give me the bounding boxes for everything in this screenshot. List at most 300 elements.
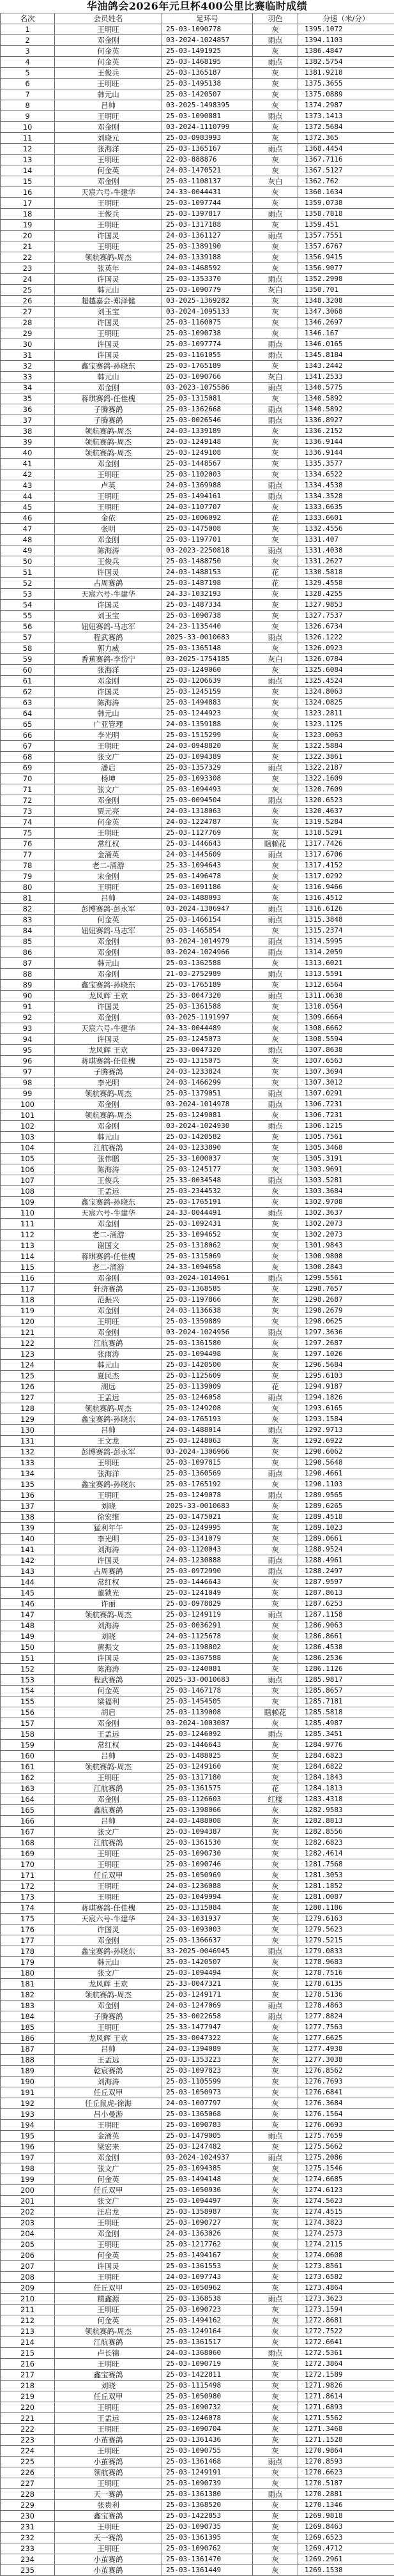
color-cell: 雨点 bbox=[253, 144, 298, 155]
member-cell: 王明旺 bbox=[55, 198, 162, 209]
table-row bbox=[1, 774, 394, 784]
speed-cell: 1282.6823 bbox=[298, 1838, 394, 1848]
speed-cell: 1322.1609 bbox=[298, 774, 394, 784]
rank-cell: 216 bbox=[1, 2359, 55, 2370]
rank-cell: 217 bbox=[1, 2370, 55, 2381]
member-cell: 邓金刚 bbox=[55, 383, 162, 393]
ring-cell: 25-03-1765191 bbox=[162, 1197, 253, 1208]
rank-cell: 197 bbox=[1, 2153, 55, 2163]
ring-cell: 25-03-1491925 bbox=[162, 46, 253, 57]
member-cell: 鑫航赛鸽 bbox=[55, 1805, 162, 1816]
rank-cell: 64 bbox=[1, 708, 55, 719]
table-row bbox=[1, 176, 394, 187]
rank-cell: 95 bbox=[1, 1045, 55, 1056]
color-cell: 灰 bbox=[253, 2522, 298, 2533]
member-cell: 王明旺 bbox=[55, 2305, 162, 2315]
speed-cell: 1374.2987 bbox=[298, 100, 394, 111]
color-cell: 雨点 bbox=[253, 2011, 298, 2022]
member-cell: 许国灵 bbox=[55, 274, 162, 285]
color-cell: 雨点 bbox=[253, 111, 298, 122]
color-cell: 雨点 bbox=[253, 1610, 298, 1620]
rank-cell: 183 bbox=[1, 2001, 55, 2011]
rank-cell: 63 bbox=[1, 697, 55, 708]
ring-cell: 03-2025-1369282 bbox=[162, 296, 253, 307]
color-cell: 灰 bbox=[253, 2370, 298, 2381]
speed-cell: 1367.5127 bbox=[298, 165, 394, 176]
color-cell: 灰 bbox=[253, 1262, 298, 1273]
table-row bbox=[1, 437, 394, 448]
member-cell: 许国灵 bbox=[55, 317, 162, 328]
color-cell: 灰 bbox=[253, 2283, 298, 2294]
ring-cell: 25-03-1496478 bbox=[162, 871, 253, 882]
rank-cell: 88 bbox=[1, 969, 55, 980]
rank-cell: 212 bbox=[1, 2315, 55, 2326]
member-cell: 王明旺 bbox=[55, 2218, 162, 2229]
table-row bbox=[1, 2326, 394, 2337]
color-cell: 灰 bbox=[253, 535, 298, 545]
color-cell: 灰 bbox=[253, 198, 298, 209]
member-cell: 吕帅 bbox=[55, 2044, 162, 2055]
rank-cell: 144 bbox=[1, 1577, 55, 1588]
speed-cell: 1302.3637 bbox=[298, 1208, 394, 1219]
ring-cell: 25-33-1477947 bbox=[162, 2022, 253, 2033]
table-row bbox=[1, 1783, 394, 1794]
ring-cell: 2025-33-0010683 bbox=[162, 1675, 253, 1686]
speed-cell: 1323.0063 bbox=[298, 730, 394, 741]
speed-cell: 1335.3577 bbox=[298, 459, 394, 469]
speed-cell: 1311.0638 bbox=[298, 991, 394, 1002]
rank-cell: 104 bbox=[1, 1143, 55, 1154]
ring-cell: 25-03-1094498 bbox=[162, 1349, 253, 1360]
ring-cell: 25-03-0983993 bbox=[162, 133, 253, 144]
member-cell: 吕小曼游 bbox=[55, 2109, 162, 2120]
table-row bbox=[1, 2554, 394, 2565]
color-cell: 灰 bbox=[253, 1295, 298, 1306]
table-row bbox=[1, 806, 394, 817]
color-cell: 灰 bbox=[253, 1143, 298, 1154]
color-cell: 灰白 bbox=[253, 285, 298, 296]
color-cell: 灰 bbox=[253, 1631, 298, 1642]
member-cell: 精鑫源 bbox=[55, 2294, 162, 2305]
ring-cell: 25-03-1315084 bbox=[162, 1903, 253, 1914]
rank-cell: 61 bbox=[1, 676, 55, 687]
speed-cell: 1285.8657 bbox=[298, 1686, 394, 1696]
color-cell: 雨点 bbox=[253, 947, 298, 958]
speed-cell: 1315.3848 bbox=[298, 915, 394, 926]
rank-cell: 101 bbox=[1, 1110, 55, 1121]
rank-cell: 19 bbox=[1, 220, 55, 231]
ring-cell: 03-2024-1014979 bbox=[162, 936, 253, 947]
speed-cell: 1274.0608 bbox=[298, 2250, 394, 2261]
speed-cell: 1382.5754 bbox=[298, 57, 394, 68]
color-cell: 灰 bbox=[253, 2435, 298, 2446]
ring-cell: 25-03-1361470 bbox=[162, 2554, 253, 2565]
rank-cell: 72 bbox=[1, 795, 55, 806]
member-cell: 领航赛鸽-周杰 bbox=[55, 426, 162, 437]
speed-cell: 1323.1125 bbox=[298, 719, 394, 730]
results-body bbox=[1, 24, 394, 2576]
member-cell: 许国灵 bbox=[55, 2261, 162, 2272]
ring-cell: 25-03-1249078 bbox=[162, 1490, 253, 1501]
ring-cell: 25-03-1466154 bbox=[162, 915, 253, 926]
member-cell: 韩元山 bbox=[55, 372, 162, 383]
ring-cell: 25-03-1366637 bbox=[162, 1935, 253, 1946]
color-cell: 灰 bbox=[253, 1447, 298, 1458]
ring-cell: 25-03-1090735 bbox=[162, 2522, 253, 2533]
rank-cell: 121 bbox=[1, 1327, 55, 1338]
color-cell: 灰 bbox=[253, 828, 298, 839]
rank-cell: 43 bbox=[1, 480, 55, 491]
speed-cell: 1278.4863 bbox=[298, 2001, 394, 2011]
member-cell: 张贵利 bbox=[55, 2500, 162, 2511]
table-row bbox=[1, 1306, 394, 1316]
color-cell: 雨点 bbox=[253, 35, 298, 46]
table-row bbox=[1, 1208, 394, 1219]
member-cell: 许国灵 bbox=[55, 1002, 162, 1012]
ring-cell: 03-2024-1024937 bbox=[162, 2153, 253, 2163]
rank-cell: 41 bbox=[1, 459, 55, 469]
rank-cell: 50 bbox=[1, 556, 55, 567]
color-cell: 灰 bbox=[253, 1306, 298, 1316]
rank-cell: 218 bbox=[1, 2381, 55, 2391]
speed-cell: 1330.5818 bbox=[298, 567, 394, 578]
ring-cell: 25-03-1361436 bbox=[162, 2435, 253, 2446]
rank-cell: 105 bbox=[1, 1154, 55, 1164]
ring-cell: 25-03-1361580 bbox=[162, 1338, 253, 1349]
table-row bbox=[1, 1838, 394, 1848]
speed-cell: 1320.4637 bbox=[298, 806, 394, 817]
rank-cell: 47 bbox=[1, 524, 55, 535]
color-cell: 灰 bbox=[253, 133, 298, 144]
rank-cell: 219 bbox=[1, 2391, 55, 2402]
speed-cell: 1278.6135 bbox=[298, 1979, 394, 1990]
color-cell: 花 bbox=[253, 567, 298, 578]
member-cell: 张明 bbox=[55, 524, 162, 535]
table-row bbox=[1, 2077, 394, 2087]
rank-cell: 193 bbox=[1, 2109, 55, 2120]
table-row bbox=[1, 1371, 394, 1382]
color-cell: 灰 bbox=[253, 2109, 298, 2120]
rank-cell: 140 bbox=[1, 1534, 55, 1544]
ring-cell: 24-03-1466299 bbox=[162, 1078, 253, 1088]
member-cell: 轩济赛鸽 bbox=[55, 1284, 162, 1295]
table-row bbox=[1, 1056, 394, 1067]
rank-cell: 174 bbox=[1, 1903, 55, 1914]
member-cell: 邓金刚 bbox=[55, 176, 162, 187]
ring-cell: 24-03-1247069 bbox=[162, 2001, 253, 2011]
ring-cell: 25-03-1206639 bbox=[162, 676, 253, 687]
ring-cell: 03-2024-1003087 bbox=[162, 1718, 253, 1729]
rank-cell: 112 bbox=[1, 1230, 55, 1240]
rank-cell: 76 bbox=[1, 839, 55, 850]
rank-cell: 5 bbox=[1, 68, 55, 79]
member-cell: 许国灵 bbox=[55, 1924, 162, 1935]
color-cell: 灰 bbox=[253, 46, 298, 57]
ring-cell: 25-03-1475021 bbox=[162, 1512, 253, 1523]
rank-cell: 126 bbox=[1, 1382, 55, 1392]
rank-cell: 187 bbox=[1, 2044, 55, 2055]
color-cell: 灰 bbox=[253, 1458, 298, 1468]
color-cell: 灰 bbox=[253, 611, 298, 621]
speed-cell: 1271.8614 bbox=[298, 2391, 394, 2402]
speed-cell: 1314.2059 bbox=[298, 947, 394, 958]
color-cell: 灰 bbox=[253, 1284, 298, 1295]
speed-cell: 1386.4847 bbox=[298, 46, 394, 57]
rank-cell: 199 bbox=[1, 2174, 55, 2185]
speed-cell: 1346.167 bbox=[298, 328, 394, 339]
member-cell: 常红权 bbox=[55, 1740, 162, 1751]
table-row bbox=[1, 133, 394, 144]
table-row bbox=[1, 904, 394, 915]
rank-cell: 110 bbox=[1, 1208, 55, 1219]
member-cell: 江航赛鸽 bbox=[55, 2337, 162, 2348]
ring-cell: 24-03-1236088 bbox=[162, 1881, 253, 1892]
table-row bbox=[1, 2174, 394, 2185]
member-cell: 邓金刚 bbox=[55, 936, 162, 947]
color-cell: 灰 bbox=[253, 1990, 298, 2001]
color-cell: 花 bbox=[253, 578, 298, 589]
speed-cell: 1274.3823 bbox=[298, 2218, 394, 2229]
ring-cell: 25-03-1246092 bbox=[162, 1729, 253, 1740]
rank-cell: 92 bbox=[1, 1012, 55, 1023]
table-row bbox=[1, 2239, 394, 2250]
color-cell: 雨点 bbox=[253, 795, 298, 806]
ring-cell: 25-03-1161055 bbox=[162, 350, 253, 361]
color-cell: 灰 bbox=[253, 2565, 298, 2576]
table-row bbox=[1, 708, 394, 719]
rank-cell: 81 bbox=[1, 893, 55, 904]
rank-cell: 142 bbox=[1, 1555, 55, 1566]
table-row bbox=[1, 1794, 394, 1805]
ring-cell: 25-03-1467178 bbox=[162, 1686, 253, 1696]
speed-cell: 1273.8561 bbox=[298, 2261, 394, 2272]
member-cell: 刘海涛 bbox=[55, 2077, 162, 2087]
color-cell: 灰 bbox=[253, 1664, 298, 1675]
speed-cell: 1277.7563 bbox=[298, 2022, 394, 2033]
color-cell: 灰 bbox=[253, 1110, 298, 1121]
color-cell: 灰 bbox=[253, 2250, 298, 2261]
ring-cell: 25-03-1495138 bbox=[162, 79, 253, 89]
speed-cell: 1323.2811 bbox=[298, 708, 394, 719]
ring-cell: 24-03-1125678 bbox=[162, 1631, 253, 1642]
color-cell: 灰 bbox=[253, 328, 298, 339]
table-row bbox=[1, 274, 394, 285]
speed-cell: 1288.2497 bbox=[298, 1566, 394, 1577]
speed-cell: 1328.4255 bbox=[298, 589, 394, 600]
member-cell: 妞妞赛鸽-马志军 bbox=[55, 926, 162, 936]
table-row bbox=[1, 350, 394, 361]
color-cell: 红楼 bbox=[253, 1794, 298, 1805]
rank-cell: 116 bbox=[1, 1273, 55, 1284]
ring-cell: 25-03-1362588 bbox=[162, 958, 253, 969]
ring-cell: 25-03-1368520 bbox=[162, 2500, 253, 2511]
table-row bbox=[1, 296, 394, 307]
color-cell: 灰 bbox=[253, 1132, 298, 1143]
speed-cell: 1286.2536 bbox=[298, 1653, 394, 1664]
ring-cell: 25-03-1050969 bbox=[162, 1870, 253, 1881]
member-cell: 领航赛鸽-周杰 bbox=[55, 1762, 162, 1772]
color-cell: 灰 bbox=[253, 2098, 298, 2109]
member-cell: 常红权 bbox=[55, 1577, 162, 1588]
speed-cell: 1362.762 bbox=[298, 176, 394, 187]
speed-cell: 1293.1584 bbox=[298, 1414, 394, 1425]
rank-cell: 15 bbox=[1, 176, 55, 187]
color-cell: 灰 bbox=[253, 2077, 298, 2087]
color-cell: 灰 bbox=[253, 2196, 298, 2207]
table-row bbox=[1, 1990, 394, 2001]
color-cell: 灰 bbox=[253, 1349, 298, 1360]
member-cell: 邓金刚 bbox=[55, 795, 162, 806]
speed-cell: 1295.6103 bbox=[298, 1371, 394, 1382]
speed-cell: 1288.4961 bbox=[298, 1555, 394, 1566]
rank-cell: 188 bbox=[1, 2055, 55, 2066]
table-row bbox=[1, 2098, 394, 2109]
color-cell: 雨点 bbox=[253, 969, 298, 980]
color-cell: 灰 bbox=[253, 2218, 298, 2229]
speed-cell: 1341.2533 bbox=[298, 372, 394, 383]
ring-cell: 25-33-0047320 bbox=[162, 991, 253, 1002]
member-cell: 贾元亮 bbox=[55, 806, 162, 817]
color-cell: 雨点 bbox=[253, 2489, 298, 2500]
member-cell: 龙风辉 王欢 bbox=[55, 2033, 162, 2044]
table-row bbox=[1, 1403, 394, 1414]
speed-cell: 1289.6265 bbox=[298, 1501, 394, 1512]
speed-cell: 1284.6822 bbox=[298, 1762, 394, 1772]
table-row bbox=[1, 1121, 394, 1132]
color-cell: 雨点 bbox=[253, 383, 298, 393]
table-row bbox=[1, 187, 394, 198]
color-cell: 雨点 bbox=[253, 2457, 298, 2467]
ring-cell: 25-03-1102003 bbox=[162, 469, 253, 480]
table-row bbox=[1, 2413, 394, 2424]
speed-cell: 1395.1072 bbox=[298, 24, 394, 35]
color-cell: 灰 bbox=[253, 2261, 298, 2272]
speed-cell: 1334.3528 bbox=[298, 491, 394, 502]
member-cell: 蒋琪赛鸽-任佳槐 bbox=[55, 1903, 162, 1914]
color-cell: 灰 bbox=[253, 426, 298, 437]
rank-cell: 58 bbox=[1, 643, 55, 654]
speed-cell: 1283.4318 bbox=[298, 1794, 394, 1805]
rank-cell: 29 bbox=[1, 328, 55, 339]
member-cell: 领航赛鸽-周杰 bbox=[55, 1610, 162, 1620]
ring-cell: 25-03-1097774 bbox=[162, 339, 253, 350]
color-cell: 灰 bbox=[253, 2207, 298, 2218]
rank-cell: 68 bbox=[1, 752, 55, 763]
member-cell: 张海洋 bbox=[55, 665, 162, 676]
ring-cell: 25-03-1317180 bbox=[162, 1772, 253, 1783]
speed-cell: 1325.4524 bbox=[298, 676, 394, 687]
member-cell: 张伟鹏 bbox=[55, 1154, 162, 1164]
rank-cell: 194 bbox=[1, 2120, 55, 2131]
ring-cell: 25-03-1361395 bbox=[162, 2533, 253, 2543]
table-row bbox=[1, 730, 394, 741]
member-cell: 金依 bbox=[55, 513, 162, 524]
rank-cell: 173 bbox=[1, 1892, 55, 1903]
color-cell: 雨点 bbox=[253, 1468, 298, 1479]
member-cell: 张文广 bbox=[55, 784, 162, 795]
table-row bbox=[1, 1034, 394, 1045]
table-row bbox=[1, 2294, 394, 2305]
rank-cell: 54 bbox=[1, 600, 55, 611]
speed-cell: 1284.1813 bbox=[298, 1783, 394, 1794]
table-row bbox=[1, 1154, 394, 1164]
member-cell: 领航赛鸽-周杰 bbox=[55, 2326, 162, 2337]
ring-cell: 03-2024-1110799 bbox=[162, 122, 253, 133]
rank-cell: 111 bbox=[1, 1219, 55, 1230]
rank-cell: 182 bbox=[1, 1990, 55, 2001]
speed-cell: 1329.4558 bbox=[298, 578, 394, 589]
member-cell: 吕帅 bbox=[55, 1816, 162, 1827]
speed-cell: 1331.407 bbox=[298, 535, 394, 545]
member-cell: 天一赛鸽 bbox=[55, 2533, 162, 2543]
rank-cell: 23 bbox=[1, 263, 55, 274]
member-cell: 鑫宝赛鸽-孙晓东 bbox=[55, 1946, 162, 1957]
member-cell: 陈海涛 bbox=[55, 697, 162, 708]
ring-cell: 25-03-1249108 bbox=[162, 448, 253, 459]
ring-cell: 24-33-0044491 bbox=[162, 1208, 253, 1219]
rank-cell: 108 bbox=[1, 1186, 55, 1197]
ring-cell: 25-03-1765189 bbox=[162, 980, 253, 991]
speed-cell: 1277.8824 bbox=[298, 2011, 394, 2022]
speed-cell: 1276.3684 bbox=[298, 2098, 394, 2109]
table-row bbox=[1, 1468, 394, 1479]
table-row bbox=[1, 1686, 394, 1696]
table-row bbox=[1, 654, 394, 665]
ring-cell: 24-03-1097743 bbox=[162, 2272, 253, 2283]
ring-cell: 25-33-0022658 bbox=[162, 2011, 253, 2022]
member-cell: 刘晓 bbox=[55, 1631, 162, 1642]
member-cell: 彭博赛鸽-彭永军 bbox=[55, 904, 162, 915]
ring-cell: 25-03-1094493 bbox=[162, 784, 253, 795]
ring-cell: 25-03-1125609 bbox=[162, 1371, 253, 1382]
rank-cell: 131 bbox=[1, 1436, 55, 1447]
member-cell: 邓金刚 bbox=[55, 535, 162, 545]
rank-cell: 151 bbox=[1, 1653, 55, 1664]
member-cell: 许国灵 bbox=[55, 687, 162, 697]
table-row bbox=[1, 687, 394, 697]
color-cell: 灰 bbox=[253, 2446, 298, 2457]
speed-cell: 1343.2442 bbox=[298, 361, 394, 372]
ring-cell: 25-03-1420507 bbox=[162, 1957, 253, 1968]
color-cell: 雨点 bbox=[253, 991, 298, 1002]
ring-cell: 25-03-1249148 bbox=[162, 437, 253, 448]
speed-cell: 1336.9144 bbox=[298, 437, 394, 448]
speed-cell: 1394.1103 bbox=[298, 35, 394, 46]
table-row bbox=[1, 1859, 394, 1870]
ring-cell: 03-2024-1306947 bbox=[162, 904, 253, 915]
ring-cell: 25-03-1475008 bbox=[162, 524, 253, 535]
table-row bbox=[1, 1099, 394, 1110]
color-cell: 灰 bbox=[253, 1642, 298, 1653]
table-row bbox=[1, 1588, 394, 1599]
rank-cell: 24 bbox=[1, 274, 55, 285]
member-cell: 子腾赛鸽 bbox=[55, 415, 162, 426]
member-cell: 潘启 bbox=[55, 763, 162, 774]
rank-cell: 175 bbox=[1, 1914, 55, 1924]
table-row bbox=[1, 839, 394, 850]
speed-cell: 1275.7659 bbox=[298, 2131, 394, 2142]
speed-cell: 1290.1103 bbox=[298, 1479, 394, 1490]
speed-cell: 1297.2687 bbox=[298, 1338, 394, 1349]
color-cell: 灰 bbox=[253, 1914, 298, 1924]
member-cell: 梁宏来 bbox=[55, 2142, 162, 2153]
ring-cell: 25-03-1126603 bbox=[162, 1794, 253, 1805]
rank-cell: 158 bbox=[1, 1729, 55, 1740]
rank-cell: 127 bbox=[1, 1392, 55, 1403]
rank-cell: 120 bbox=[1, 1316, 55, 1327]
color-cell: 灰 bbox=[253, 263, 298, 274]
rank-cell: 51 bbox=[1, 567, 55, 578]
